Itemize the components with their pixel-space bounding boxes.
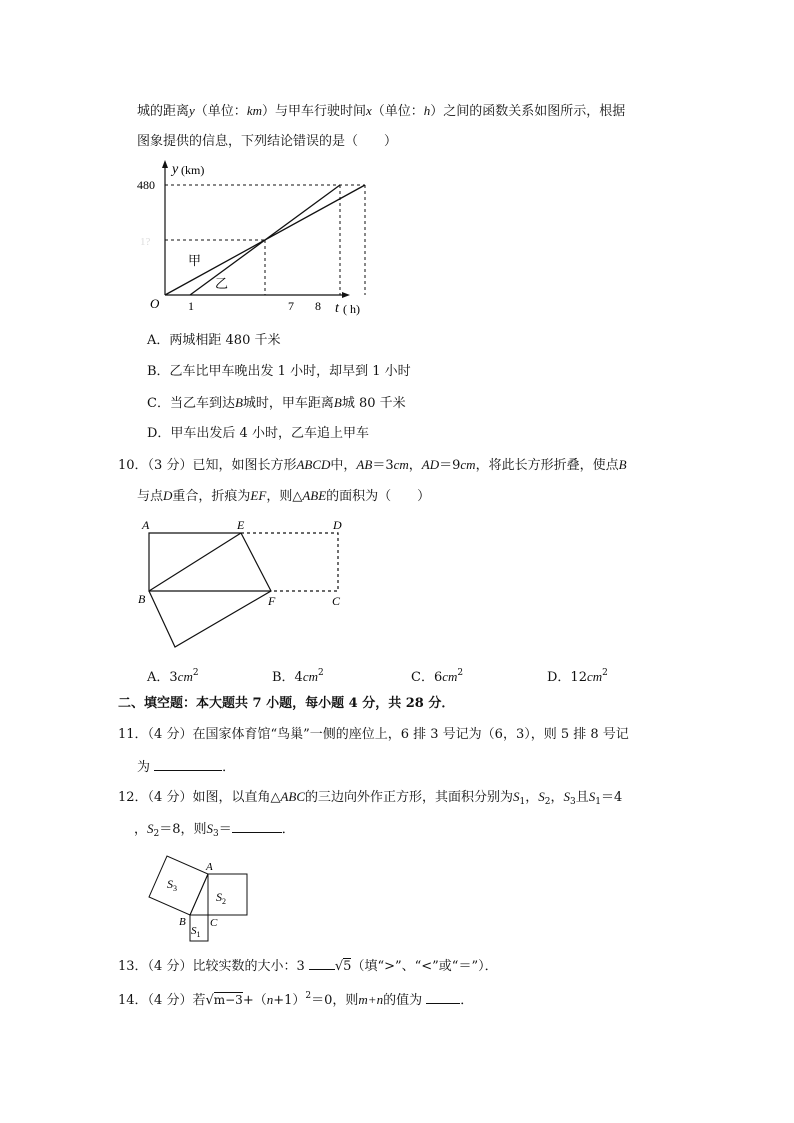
text: C．当乙车到达 [147, 396, 235, 411]
q9-line2: 图象提供的信息，下列结论错误的是（ ） [137, 134, 398, 149]
q9-option-d[interactable]: D．甲车出发后 4 小时，乙车追上甲车 [147, 426, 369, 441]
text: +（ [242, 993, 267, 1008]
q10-option-a[interactable] [147, 663, 199, 688]
origin-label: O [150, 296, 160, 311]
text: ． [281, 822, 295, 837]
text: ＝0，则 [311, 993, 359, 1008]
text: ， [408, 458, 422, 473]
q10-option-d[interactable] [547, 663, 608, 688]
text: （单位： [371, 104, 424, 119]
sqrt-symbol: √ [334, 959, 344, 974]
var: B [618, 457, 627, 472]
exponent: 2 [192, 668, 199, 678]
folded-rectangle-figure [135, 513, 355, 653]
unit: cm [586, 669, 603, 684]
q9-option-c[interactable] [147, 393, 406, 414]
var-y: y [189, 103, 195, 118]
y-axis-unit: (km) [181, 163, 205, 177]
rect-solid-edges [149, 533, 271, 591]
y-axis-arrow [162, 160, 168, 168]
unit: cm [302, 669, 318, 684]
text: +1） [273, 993, 306, 1008]
var: S [206, 821, 214, 836]
text: ）之间的函数关系如图所示，根据 [430, 104, 626, 119]
label-C: C [332, 594, 341, 608]
var: D [163, 488, 173, 503]
var-B: B [333, 395, 342, 410]
text: （填“>”、“<”或“＝”）． [351, 959, 498, 974]
exponent: 2 [318, 668, 324, 678]
q9-option-b[interactable]: B．乙车比甲车晚出发 1 小时，却早到 1 小时 [147, 364, 411, 379]
q11-line2 [137, 756, 235, 778]
text: 与点 [137, 489, 164, 504]
label-E: E [237, 518, 245, 532]
unit: cm [460, 457, 476, 472]
unit-km: km [246, 103, 262, 118]
q10-line1 [118, 455, 627, 476]
q12-line2 [134, 818, 295, 844]
answer-blank[interactable] [154, 756, 222, 771]
text: 城 80 千米 [341, 396, 406, 411]
text: 重合，折痕为 [172, 489, 251, 504]
var: EF [250, 488, 267, 503]
distance-time-graph [130, 155, 380, 320]
label-A: A [142, 518, 150, 532]
text: ，将此长方形折叠，使点 [475, 458, 619, 473]
var: m+n [358, 992, 384, 1007]
var: ABCD [296, 457, 331, 472]
text: ＝4 [601, 790, 623, 805]
var: AB [356, 457, 373, 472]
label-F: F [268, 594, 276, 608]
y-axis-label: y [172, 162, 179, 177]
text: ＝9 [439, 458, 461, 473]
q9-line1 [137, 101, 625, 122]
x-tick-8: 8 [315, 299, 321, 313]
var: ABC [280, 789, 306, 804]
var: S [563, 789, 571, 804]
text: 12．（4 分）如图，以直角△ [118, 790, 281, 805]
folded-flap [149, 533, 271, 647]
text: 城时，甲车距离 [242, 396, 334, 411]
x-axis-arrow [342, 292, 350, 298]
q10-option-b[interactable] [272, 663, 324, 688]
series-label-jia: 甲 [188, 253, 202, 268]
text: B．4 [272, 670, 303, 685]
text: 13．（4 分）比较实数的大小：3 [118, 959, 305, 974]
exponent: 2 [305, 991, 312, 1001]
unit: cm [442, 669, 458, 684]
radicand: m−3 [213, 993, 243, 1007]
text: 且 [575, 790, 589, 805]
subscript: 2 [153, 829, 160, 839]
text: D．12 [547, 670, 587, 685]
exponent: 2 [457, 668, 464, 678]
y-tick-480: 480 [137, 178, 155, 192]
var: S [513, 789, 520, 804]
var-B: B [234, 395, 243, 410]
text: C．6 [411, 670, 443, 685]
text: ）与甲车行驶时间 [261, 104, 366, 119]
label-A: A [206, 861, 213, 873]
var-x: x [366, 103, 372, 118]
subscript: 3 [570, 797, 576, 807]
text: 的值为 [383, 993, 423, 1008]
series-label-yi: 乙 [215, 276, 229, 291]
segment-BE [149, 533, 241, 591]
text: 的面积为（ ） [326, 489, 431, 504]
radicand: 5 [343, 959, 352, 974]
square-S3 [149, 856, 208, 915]
squares-on-triangle-figure [130, 850, 260, 950]
text: 10．（3 分）已知，如图长方形 [118, 458, 297, 473]
var: S [538, 789, 545, 804]
text: ， [550, 790, 564, 805]
subscript: 3 [213, 829, 219, 839]
text: ， [134, 822, 148, 837]
subscript: 2 [544, 797, 551, 807]
exponent: 2 [602, 668, 608, 678]
label-B: B [179, 916, 186, 928]
label-D: D [333, 518, 342, 532]
text: 中， [330, 458, 357, 473]
var: S [588, 789, 596, 804]
text: A．3 [147, 670, 178, 685]
text: ＝ [218, 822, 232, 837]
label-S2: $S_2$ [216, 890, 226, 906]
x-axis-label: t [335, 301, 339, 316]
text: （单位： [194, 104, 247, 119]
answer-blank[interactable] [426, 989, 460, 1004]
text: ，则△ [266, 489, 303, 504]
q13-line [118, 955, 498, 977]
var: n [266, 992, 274, 1007]
unit-h: h [423, 103, 431, 118]
q11-line1: 11．（4 分）在国家体育馆“鸟巢”一侧的座位上，6 排 3 号记为（6，3），则 5 排 8 号记 [118, 727, 629, 742]
x-axis-unit: ( h) [343, 302, 360, 316]
subscript: 1 [595, 797, 602, 807]
subscript: 1 [519, 797, 526, 807]
unit: cm [393, 457, 409, 472]
x-tick-1: 1 [188, 299, 194, 313]
y-tick-faded: 1? [140, 236, 151, 248]
text: 为 [137, 760, 151, 775]
text: ． [460, 993, 474, 1008]
var: S [147, 821, 154, 836]
text: ＝3 [372, 458, 394, 473]
q10-option-c[interactable] [411, 663, 463, 688]
label-S3: $S_3$ [167, 877, 177, 893]
q9-option-a[interactable]: A．两城相距 480 千米 [147, 333, 281, 348]
q14-line [118, 986, 473, 1011]
q10-line2 [137, 486, 430, 507]
text: 城的距离 [137, 104, 190, 119]
q12-line1 [118, 787, 622, 812]
label-S1: $S_1$ [191, 925, 201, 939]
text: ＝8，则 [159, 822, 207, 837]
square-S2 [208, 874, 247, 915]
var: ABE [302, 488, 327, 503]
section-heading: 二、填空题：本大题共 7 小题，每小题 4 分，共 28 分． [118, 696, 455, 711]
text: 的三边向外作正方形，其面积分别为 [305, 790, 514, 805]
unit: cm [177, 669, 193, 684]
text: ， [525, 790, 539, 805]
answer-blank[interactable] [232, 818, 282, 833]
x-tick-7: 7 [288, 299, 294, 313]
label-C: C [210, 917, 218, 929]
text: 14．（4 分）若 [118, 993, 206, 1008]
answer-blank[interactable] [309, 955, 335, 970]
var: AD [421, 457, 440, 472]
label-B: B [138, 592, 146, 606]
text: ． [222, 760, 236, 775]
sqrt-symbol: √ [205, 993, 214, 1008]
